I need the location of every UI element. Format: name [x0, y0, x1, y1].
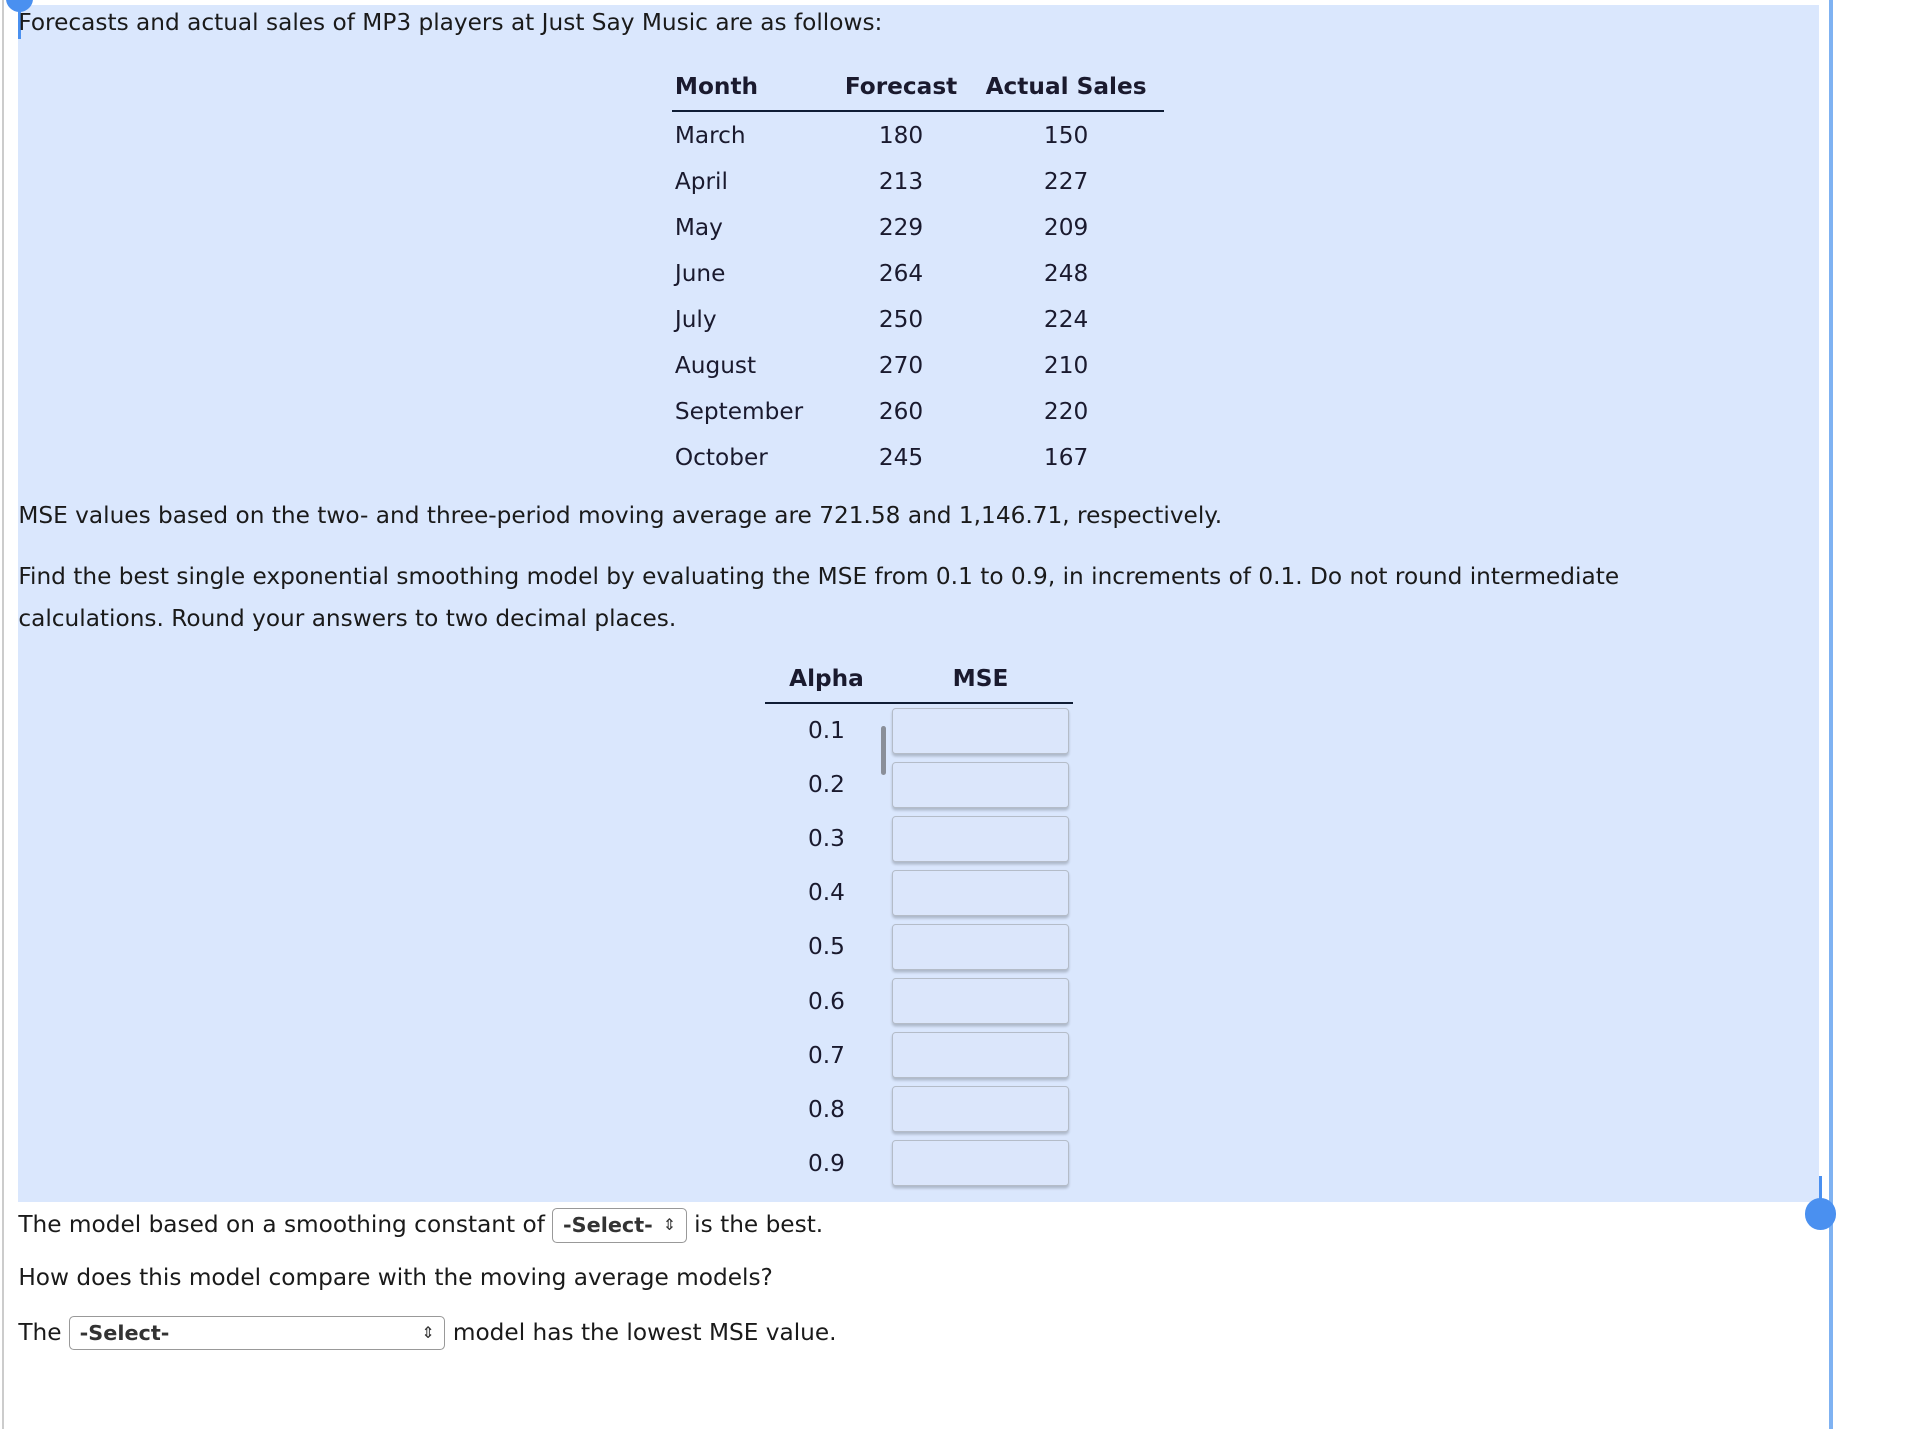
table-row: [672, 435, 1163, 481]
alpha-cell: 0.8: [808, 1095, 845, 1123]
actual-sales-cell: 227: [1043, 167, 1089, 195]
table-row: [765, 758, 1073, 812]
mse-cell: [888, 1028, 1074, 1082]
table-row: [765, 920, 1073, 974]
table-row: [765, 974, 1073, 1028]
alpha-cell: 0.3: [808, 825, 845, 853]
mse-input[interactable]: [892, 816, 1068, 862]
table-row: [672, 296, 1163, 342]
mse-input[interactable]: [892, 1086, 1068, 1132]
mse-table: [765, 660, 1073, 1190]
table-row: [765, 866, 1073, 920]
forecast-cell: 213: [878, 167, 924, 195]
forecast-cell: 229: [878, 213, 924, 241]
actual-sales-cell: 209: [1043, 213, 1089, 241]
table-row: [765, 1028, 1073, 1082]
table-row: [672, 389, 1163, 435]
alpha-cell: 0.1: [808, 717, 845, 745]
mse-input[interactable]: [892, 870, 1068, 916]
mse-input[interactable]: [892, 1140, 1068, 1186]
q1-before: The model based on a smoothing constant of: [18, 1210, 545, 1238]
alpha-cell: 0.7: [808, 1041, 845, 1069]
updown-chevron-icon: ⇕: [662, 1215, 676, 1235]
scrollbar[interactable]: [881, 726, 886, 775]
instructions-text: Find the best single exponential smoothing model by evaluating the MSE from 0.1 to 0.9, in increments of 0.1. Do not round intermediate calculations. Round your answers to two decimal places.: [18, 563, 1620, 632]
actual-sales-cell: 220: [1043, 398, 1089, 426]
table-row: [765, 703, 1073, 758]
q3-before: The: [18, 1318, 62, 1346]
question-compare: How does this model compare with the moving average models?: [18, 1264, 773, 1292]
month-cell: May: [674, 213, 723, 241]
month-cell: April: [674, 167, 728, 195]
question-best-alpha: [18, 1208, 823, 1243]
table-row: [672, 111, 1163, 158]
header-month: Month: [672, 68, 833, 111]
mse-cell: [888, 758, 1074, 812]
forecast-cell: 260: [878, 398, 924, 426]
mse-input[interactable]: [892, 762, 1068, 808]
table-row: [672, 250, 1163, 296]
mse-cell: [888, 812, 1074, 866]
month-cell: October: [674, 444, 768, 472]
forecast-cell: 250: [878, 305, 924, 333]
question-lowest-mse: [18, 1316, 836, 1351]
mse-input[interactable]: [892, 708, 1068, 754]
actual-sales-cell: 150: [1043, 121, 1089, 149]
actual-sales-cell: 210: [1043, 352, 1089, 380]
month-cell: July: [674, 305, 717, 333]
month-cell: March: [674, 121, 746, 149]
intro-text: Forecasts and actual sales of MP3 players at Just Say Music are as follows:: [18, 8, 883, 36]
sales-table: [672, 68, 1163, 480]
alpha-cell: 0.5: [808, 933, 845, 961]
forecast-cell: 180: [878, 121, 924, 149]
forecast-cell: 270: [878, 352, 924, 380]
header-mse: MSE: [888, 660, 1074, 703]
header-actual-sales: Actual Sales: [968, 68, 1164, 111]
month-cell: June: [674, 259, 726, 287]
updown-chevron-icon: ⇕: [421, 1322, 435, 1342]
month-cell: August: [674, 352, 757, 380]
alpha-cell: 0.9: [808, 1149, 845, 1177]
actual-sales-cell: 167: [1043, 444, 1089, 472]
table-row: [672, 204, 1163, 250]
table-row: [765, 1136, 1073, 1190]
table-row: [765, 1082, 1073, 1136]
mse-cell: [888, 974, 1074, 1028]
forecast-cell: 245: [878, 444, 924, 472]
mse-input[interactable]: [892, 1032, 1068, 1078]
actual-sales-cell: 224: [1043, 305, 1089, 333]
actual-sales-cell: 248: [1043, 259, 1089, 287]
alpha-select[interactable]: [552, 1208, 686, 1242]
alpha-cell: 0.6: [808, 987, 845, 1015]
mse-input[interactable]: [892, 978, 1068, 1024]
left-border: [2, 0, 3, 1429]
alpha-cell: 0.4: [808, 879, 845, 907]
q1-after: is the best.: [694, 1210, 824, 1238]
header-alpha: Alpha: [765, 660, 887, 703]
mse-cell: [888, 1136, 1074, 1190]
mse-values-text: MSE values based on the two- and three-period moving average are 721.58 and 1,146.71, respectively.: [18, 502, 1223, 530]
model-select-value: -Select-: [79, 1320, 170, 1345]
mse-input[interactable]: [892, 924, 1068, 970]
month-cell: September: [674, 398, 804, 426]
forecast-cell: 264: [878, 259, 924, 287]
table-row: [765, 812, 1073, 866]
alpha-select-value: -Select-: [563, 1213, 653, 1238]
selection-end-handle[interactable]: [1805, 1198, 1837, 1230]
mse-cell: [888, 703, 1074, 758]
mse-cell: [888, 1082, 1074, 1136]
q3-after: model has the lowest MSE value.: [452, 1318, 837, 1346]
table-row: [672, 158, 1163, 204]
table-row: [672, 342, 1163, 388]
header-forecast: Forecast: [834, 68, 968, 111]
mse-cell: [888, 866, 1074, 920]
model-select[interactable]: [69, 1316, 446, 1350]
mse-cell: [888, 920, 1074, 974]
alpha-cell: 0.2: [808, 771, 845, 799]
